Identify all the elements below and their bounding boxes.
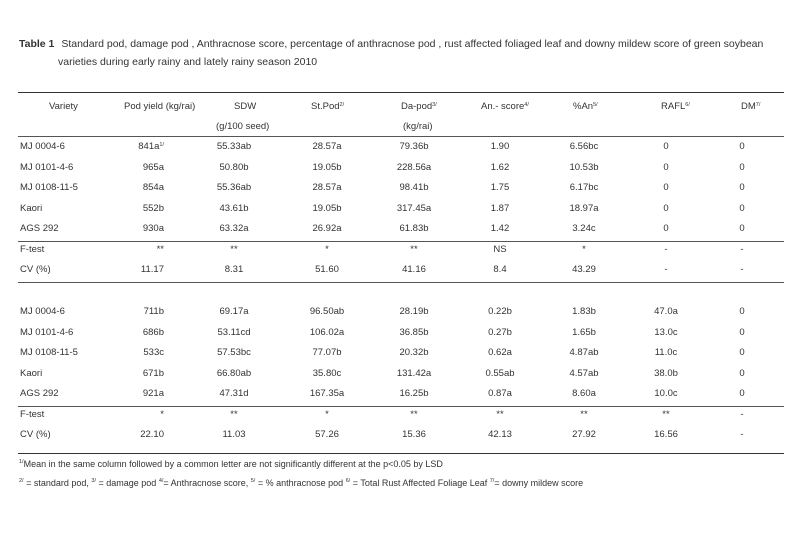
cell-st-pod: 57.26 [315, 429, 339, 440]
cell-dm: 0 [739, 326, 745, 338]
cell-pod-yield [144, 306, 164, 318]
cell-sdw: 43.61b [219, 202, 249, 214]
cell-an-score: 1.62 [490, 161, 510, 173]
cell-pct-an: 1.65b [572, 326, 596, 338]
cell-dm: 0 [739, 223, 745, 234]
cell-dm: 0 [739, 161, 745, 173]
cell-pct-an: 10.53b [569, 161, 599, 173]
cell-an-score: NS [493, 243, 507, 255]
cell-pct-an: 43.29 [572, 264, 596, 275]
cell-st-pod: 35.80c [312, 367, 342, 379]
data-row-label: MJ 0101-4-6 [20, 161, 74, 173]
header-rafl-sup: 6/ [685, 102, 690, 108]
cell-sdw: 55.36ab [216, 182, 252, 193]
fn-text-3: = damage pod [96, 478, 159, 488]
cell-rafl: 10.0c [654, 388, 678, 399]
cell-da-pod: ** [410, 408, 418, 420]
cell-dm: 0 [739, 182, 745, 193]
cell-pod-yield [143, 368, 164, 380]
table-label: Table 1 [19, 38, 55, 50]
header-an-score [481, 101, 529, 113]
cell-pod-yield-value: 671b [142, 367, 164, 379]
header-st-pod-text: St.Pod [311, 101, 340, 112]
cell-sdw: 53.11cd [217, 326, 251, 338]
cell-pct-an: 6.56bc [569, 141, 599, 152]
cell-sdw: 55.33ab [216, 141, 252, 152]
footnote-1-sup: 1/ [19, 459, 24, 465]
cell-an-score: 0.87a [488, 388, 512, 399]
cell-pod-yield: 11.17 [140, 264, 164, 275]
cell-pod-yield-value: 921a [142, 388, 164, 399]
cell-pod-yield-sup: 1/ [159, 142, 164, 148]
cell-da-pod: 61.83b [399, 223, 429, 234]
section-1-stats-rule [18, 406, 784, 407]
data-row-label: MJ 0108-11-5 [20, 182, 78, 193]
cell-rafl: - [664, 264, 668, 275]
cell-rafl: 16.56 [654, 429, 678, 440]
cell-st-pod: 106.02a [309, 326, 345, 338]
cell-da-pod: 79.36b [399, 141, 429, 152]
cell-dm: 0 [739, 347, 745, 358]
header-da-pod-text: Da-pod [401, 101, 433, 112]
cell-pod-yield [143, 223, 164, 235]
cell-sdw: 8.31 [224, 264, 244, 275]
cell-pod-yield-value: 711b [143, 306, 164, 317]
ftest-row-label: F-test [20, 408, 45, 420]
cell-st-pod: 19.05b [312, 202, 342, 214]
cell-pct-an: * [582, 243, 586, 255]
cell-dm: - [740, 243, 744, 255]
fn-text-4: = Anthracnose score, [163, 478, 251, 488]
cell-sdw: 47.31d [219, 388, 249, 399]
cell-pod-yield [143, 347, 164, 359]
cell-pod-yield [138, 141, 164, 153]
cell-dm: - [740, 429, 744, 440]
cell-pct-an: 6.17bc [569, 182, 599, 193]
cell-sdw: 66.80ab [216, 367, 252, 379]
cell-rafl: - [664, 243, 668, 255]
data-row-label: Kaori [20, 202, 43, 214]
cell-an-score: 0.22b [488, 306, 512, 317]
cell-da-pod: 317.45a [396, 202, 432, 214]
section-0-stats-rule [18, 241, 784, 242]
cell-an-score: 8.4 [493, 264, 507, 275]
cell-dm: - [740, 264, 744, 275]
cell-pod-yield [143, 182, 164, 194]
header-da-pod [401, 101, 437, 113]
cell-rafl: 0 [663, 182, 669, 193]
header-an-score-text: An.- score [481, 101, 525, 112]
header-st-pod-sup: 2/ [339, 102, 345, 108]
cell-pod-yield-value: 841a [138, 141, 160, 152]
cell-pod-yield [143, 203, 164, 215]
header-da-pod-sup: 3/ [432, 102, 437, 108]
header-bottom-rule [18, 136, 784, 137]
fn-sup-4: 4/ [158, 478, 164, 484]
data-row-label: AGS 292 [20, 223, 59, 234]
cell-pct-an: 27.92 [572, 429, 596, 440]
header-dm [741, 101, 760, 113]
cell-rafl: 0 [663, 161, 669, 173]
header-pod-yield: Pod yield (kg/rai) [124, 101, 196, 112]
header-st-pod [311, 101, 344, 113]
cell-pod-yield [143, 162, 164, 174]
cell-an-score: 1.42 [490, 223, 510, 234]
header-pct-an-text: %An [573, 101, 594, 112]
header-dm-sup: 7/ [755, 102, 761, 108]
cell-pod-yield-value: 854a [142, 182, 164, 193]
cell-da-pod: 98.41b [399, 182, 429, 193]
cell-st-pod: 77.07b [312, 347, 342, 358]
cell-pct-an: 4.87ab [569, 347, 599, 358]
cell-st-pod: 167.35a [309, 388, 345, 399]
cell-pod-yield-value: 930a [142, 223, 164, 234]
cell-pod-yield-value: 965a [142, 161, 164, 173]
cell-an-score: 1.90 [490, 141, 510, 152]
cell-st-pod: 26.92a [312, 223, 342, 234]
cell-da-pod: ** [410, 243, 418, 255]
cell-st-pod: 28.57a [312, 141, 342, 152]
cell-sdw: 63.32a [219, 223, 249, 234]
cell-pod-yield: * [160, 408, 164, 420]
cell-dm: - [740, 408, 744, 420]
cell-st-pod: 19.05b [312, 161, 342, 173]
fn-sup-2: 2/ [19, 478, 24, 484]
cell-sdw: ** [230, 408, 238, 420]
cv-row-label: CV (%) [20, 264, 51, 275]
cell-da-pod: 15.36 [402, 429, 426, 440]
cell-pod-yield: 22.10 [140, 429, 164, 440]
fn-text-5: = % anthracnose pod [255, 478, 346, 488]
cell-rafl: 0 [663, 141, 669, 152]
cell-st-pod: 51.60 [315, 264, 339, 275]
cell-pod-yield [143, 327, 164, 339]
cell-st-pod: * [325, 408, 329, 420]
cell-sdw: ** [230, 243, 238, 255]
data-row-label: AGS 292 [20, 388, 59, 399]
cell-an-score: 0.62a [488, 347, 512, 358]
cell-da-pod: 41.16 [402, 264, 426, 275]
data-row-label: MJ 0108-11-5 [20, 347, 78, 358]
cell-st-pod: 28.57a [312, 182, 342, 193]
cell-pct-an: 18.97a [569, 202, 599, 214]
cell-rafl: ** [662, 408, 670, 420]
footnote-2 [19, 477, 583, 489]
table-top-rule [18, 92, 784, 93]
cell-dm: 0 [739, 202, 745, 214]
cell-da-pod: 131.42a [396, 367, 432, 379]
cell-an-score: 1.87 [490, 202, 510, 214]
header-da-pod-unit: (kg/rai) [403, 121, 433, 132]
cell-rafl: 13.0c [654, 326, 678, 338]
cell-an-score: 0.55ab [485, 367, 515, 379]
cell-rafl: 38.0b [654, 367, 678, 379]
header-rafl-text: RAFL [661, 101, 686, 112]
cell-rafl: 47.0a [654, 306, 678, 317]
cell-pct-an: 3.24c [572, 223, 596, 234]
cell-pod-yield-value: 552b [142, 202, 164, 214]
fn-sup-3: 3/ [91, 478, 96, 484]
footnote-1 [19, 458, 443, 470]
cell-da-pod: 28.19b [399, 306, 429, 317]
cell-rafl: 11.0c [654, 347, 678, 358]
header-pct-an [573, 101, 598, 113]
cell-da-pod: 228.56a [396, 161, 432, 173]
cell-dm: 0 [739, 388, 745, 399]
fn-text-2: = standard pod, [23, 478, 92, 488]
data-row-label: MJ 0101-4-6 [20, 326, 74, 338]
header-sdw: SDW [234, 101, 257, 112]
section-divider-rule [18, 282, 784, 283]
cell-st-pod: 96.50ab [309, 306, 345, 317]
cv-row-label: CV (%) [20, 429, 51, 440]
header-pct-an-sup: 5/ [593, 102, 598, 108]
cell-rafl: 0 [663, 223, 669, 234]
cell-st-pod: * [325, 243, 329, 255]
footnote-1-text: Mean in the same column followed by a common letter are not significantly different at the p<0.05 by LSD [23, 459, 443, 469]
cell-da-pod: 36.85b [399, 326, 429, 338]
fn-sup-6: 6/ [345, 478, 351, 484]
cell-sdw: 11.03 [222, 429, 246, 440]
cell-pct-an: ** [580, 408, 588, 420]
data-row-label: MJ 0004-6 [20, 141, 65, 152]
cell-sdw: 69.17a [219, 306, 249, 317]
ftest-row-label: F-test [20, 243, 45, 255]
cell-pct-an: 4.57ab [569, 367, 599, 379]
cell-pct-an: 8.60a [572, 388, 596, 399]
cell-an-score: ** [496, 408, 504, 420]
fn-sup-5: 5/ [250, 478, 256, 484]
fn-text-6: = Total Rust Affected Foliage Leaf [350, 478, 490, 488]
caption-line1: Standard pod, damage pod , Anthracnose score, percentage of anthracnose pod , rust affected foliaged leaf and downy mildew score of green soybean [61, 38, 764, 50]
cell-pod-yield: ** [156, 243, 164, 255]
cell-pod-yield [143, 388, 164, 400]
cell-sdw: 57.53bc [217, 347, 251, 358]
header-sdw-unit: (g/100 seed) [216, 121, 270, 132]
cell-da-pod: 16.25b [399, 388, 429, 399]
header-dm-text: DM [741, 101, 756, 112]
data-row-label: MJ 0004-6 [20, 306, 65, 317]
table-caption [19, 35, 789, 71]
cell-dm: 0 [739, 141, 745, 152]
cell-pod-yield-value: 686b [142, 326, 164, 338]
cell-pct-an: 1.83b [572, 306, 596, 317]
fn-text-7: = downy mildew score [494, 478, 584, 488]
cell-dm: 0 [739, 306, 745, 317]
caption-line2: varieties during early rainy and lately rainy season 2010 [58, 56, 318, 68]
header-rafl [661, 101, 690, 113]
cell-an-score: 1.75 [490, 182, 510, 193]
fn-sup-7: 7/ [489, 478, 495, 484]
data-row-label: Kaori [20, 367, 43, 379]
header-variety: Variety [49, 101, 78, 112]
cell-an-score: 0.27b [488, 326, 512, 338]
cell-rafl: 0 [663, 202, 669, 214]
header-an-score-sup: 4/ [524, 102, 529, 108]
cell-sdw: 50.80b [219, 161, 249, 173]
cell-dm: 0 [739, 367, 745, 379]
cell-an-score: 42.13 [488, 429, 512, 440]
cell-da-pod: 20.32b [399, 347, 429, 358]
cell-pod-yield-value: 533c [143, 347, 164, 358]
table-bottom-rule [18, 453, 784, 454]
